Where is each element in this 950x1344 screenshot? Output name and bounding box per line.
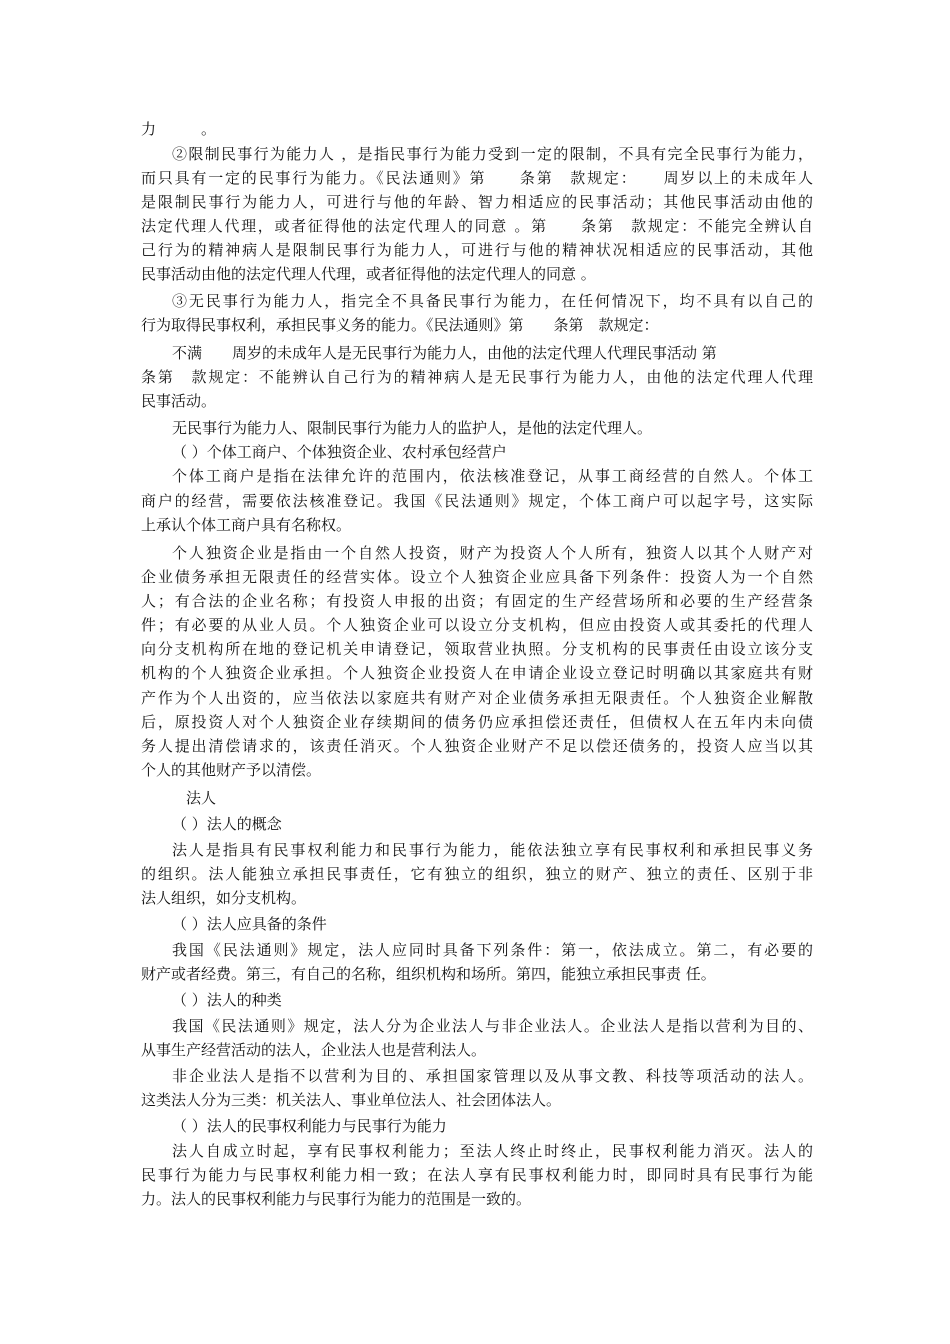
text-line: 力。法人的民事权利能力与民事行为能力的范围是一致的。	[141, 1190, 532, 1208]
text-line: 个体工商户是指在法律允许的范围内，依法核准登记，从事工商经营的自然人。个体工	[172, 467, 813, 485]
text-line: 企业债务承担无限责任的经营实体。设立个人独资企业应具备下列条件：投资人为一个自然	[141, 568, 813, 586]
text-line: 个人的其他财产予以清偿。	[141, 761, 322, 779]
section-heading: （ ）法人应具备的条件	[172, 915, 327, 933]
text-line: 民事活动。	[141, 392, 217, 410]
text-line: 法人是指具有民事权利能力和民事行为能力，能依法独立享有民事权利和承担民事义务	[172, 841, 813, 859]
text-line: 不满 周岁的未成年人是无民事行为能力人，由他的法定代理人代理民事活动 第	[172, 344, 717, 362]
text-line: 后，原投资人对个人独资企业存续期间的债务仍应承担偿还责任，但债权人在五年内未向债	[141, 713, 813, 731]
text-line: 个人独资企业是指由一个自然人投资，财产为投资人个人所有，独资人以其个人财产对	[172, 544, 813, 562]
text-line: ②限制民事行为能力人 ，是指民事行为能力受到一定的限制，不具有完全民事行为能力，	[172, 145, 813, 163]
text-line: 件；有必要的从业人员。个人独资企业可以设立分支机构，但应由投资人或其委托的代理人	[141, 616, 813, 634]
section-heading: （ ）法人的民事权利能力与民事行为能力	[172, 1117, 447, 1135]
text-line: 的组织。法人能独立承担民事责任，它有独立的组织，独立的财产、独立的责任、区别于非	[141, 865, 813, 883]
text-line: 务人提出清偿请求的，该责任消灭。个人独资企业财产不足以偿还债务的，投资人应当以其	[141, 737, 813, 755]
text-line: 法人自成立时起，享有民事权利能力；至法人终止时终止，民事权利能力消灭。法人的	[172, 1142, 813, 1160]
text-line: 上承认个体工商户具有名称权。	[141, 516, 352, 534]
text-line: 财产或者经费。第三，有自己的名称，组织机构和场所。第四，能独立承担民事责 任。	[141, 965, 716, 983]
text-line: 向分支机构所在地的登记机关申请登记，领取营业执照。分支机构的民事责任由设立该分支	[141, 640, 813, 658]
text-line: 我国《民法通则》规定，法人应同时具备下列条件：第一，依法成立。第二，有必要的	[172, 941, 813, 959]
text-line: 是限制民事行为能力人，可进行与他的年龄、智力相适应的民事活动；其他民事活动由他的	[141, 193, 813, 211]
section-heading: （ ）法人的种类	[172, 991, 282, 1009]
text-line: 从事生产经营活动的法人，企业法人也是营利法人。	[141, 1041, 487, 1059]
section-heading: （ ）法人的概念	[172, 815, 282, 833]
text-line: 这类法人分为三类：机关法人、事业单位法人、社会团体法人。	[141, 1091, 562, 1109]
text-line: 民事活动由他的法定代理人代理，或者征得他的法定代理人的同意 。	[141, 265, 596, 283]
text-line: 法人组织，如分支机构。	[141, 889, 307, 907]
text-line: 行为取得民事权利，承担民事义务的能力。《民法通则》第 条第 款规定：	[141, 316, 659, 334]
text-line: ③无民事行为能力人，指完全不具备民事行为能力，在任何情况下，均不具有以自己的	[172, 292, 813, 310]
text-line: 条第 款规定：不能辨认自己行为的精神病人是无民事行为能力人，由他的法定代理人代理	[141, 368, 813, 386]
text-line: 民事行为能力与民事权利能力相一致；在法人享有民事权利能力时，即同时具有民事行为能	[141, 1166, 813, 1184]
section-heading: 法人	[186, 789, 217, 807]
text-line: 人；有合法的企业名称；有投资人申报的出资；有固定的生产经营场所和必要的生产经营条	[141, 592, 813, 610]
section-heading: （ ）个体工商户、个体独资企业、农村承包经营户	[172, 443, 507, 461]
text-line: 产作为个人出资的，应当依法以家庭共有财产对企业债务承担无限责任。个人独资企业解散	[141, 689, 813, 707]
text-line: 非企业法人是指不以营利为目的、承担国家管理以及从事文教、科技等项活动的法人。	[172, 1067, 813, 1085]
text-line: 己行为的精神病人是限制民事行为能力人，可进行与他的精神状况相适应的民事活动，其他	[141, 241, 813, 259]
text-line: 无民事行为能力人、限制民事行为能力人的监护人，是他的法定代理人。	[172, 419, 653, 437]
text-line: 机构的个人独资企业承担。个人独资企业投资人在申请企业设立登记时明确以其家庭共有财	[141, 664, 813, 682]
text-line: 法定代理人代理，或者征得他的法定代理人的同意 。第 条第 款规定：不能完全辨认自	[141, 217, 813, 235]
text-line: 力 。	[141, 120, 217, 138]
text-line: 我国《民法通则》规定，法人分为企业法人与非企业法人。企业法人是指以营利为目的、	[172, 1017, 813, 1035]
text-line: 而只具有一定的民事行为能力。《民法通则》第 条第 款规定： 周岁以上的未成年人	[141, 169, 813, 187]
text-line: 商户的经营，需要依法核准登记。我国《民法通则》规定，个体工商户可以起字号，这实际	[141, 492, 813, 510]
